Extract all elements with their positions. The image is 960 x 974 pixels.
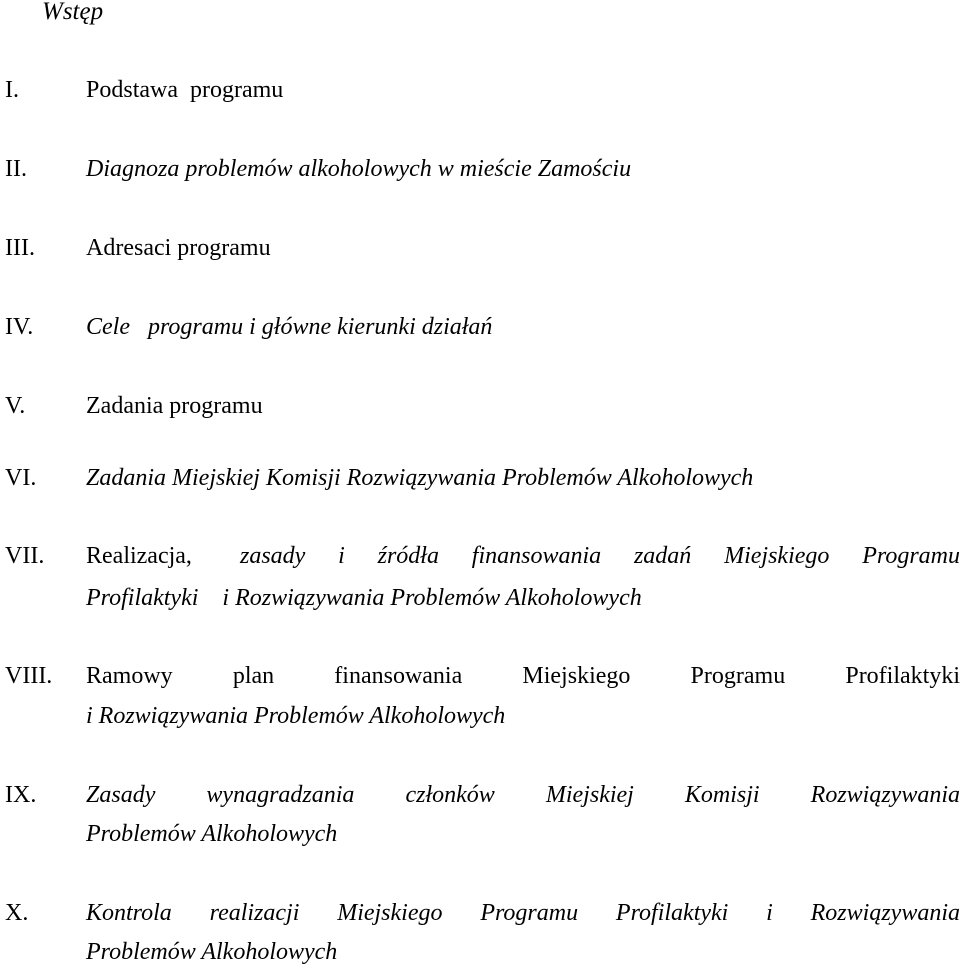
page-heading: Wstęp [42, 0, 104, 25]
toc-number: I. [5, 77, 19, 103]
toc-number: IX. [5, 782, 37, 808]
toc-number: V. [5, 393, 26, 419]
toc-title-line2: Problemów Alkoholowych [86, 939, 338, 965]
toc-title: zasady i źródła finansowania zadań Miejskiego Programu [240, 543, 960, 569]
toc-title: Zadania programu [86, 393, 263, 419]
toc-title: Podstawa programu [86, 77, 284, 103]
toc-title-line2: i Rozwiązywania Problemów Alkoholowych [86, 703, 506, 729]
toc-number: VIII. [5, 663, 53, 689]
toc-title: Ramowy plan finansowania Miejskiego Programu Profilaktyki [86, 663, 960, 689]
toc-number: II. [5, 156, 27, 182]
toc-number: X. [5, 900, 29, 926]
toc-number: III. [5, 235, 35, 261]
toc-title: Adresaci programu [86, 235, 271, 261]
toc-number: VII. [5, 543, 45, 569]
toc-number: IV. [5, 314, 34, 340]
toc-number: VI. [5, 465, 37, 491]
toc-title: Zadania Miejskiej Komisji Rozwiązywania Problemów Alkoholowych [86, 465, 754, 491]
toc-title: Kontrola realizacji Miejskiego Programu Profilaktyki i Rozwiązywania [86, 900, 960, 926]
toc-title: Cele programu i główne kierunki działań [86, 314, 493, 340]
toc-title-line2: Problemów Alkoholowych [86, 821, 338, 847]
toc-title-part: Realizacja, [86, 543, 192, 569]
toc-title-line2: Profilaktyki i Rozwiązywania Problemów Alkoholowych [86, 585, 642, 611]
toc-title: Zasady wynagradzania członków Miejskiej Komisji Rozwiązywania [86, 782, 960, 808]
toc-title: Diagnoza problemów alkoholowych w mieście Zamościu [86, 156, 632, 182]
